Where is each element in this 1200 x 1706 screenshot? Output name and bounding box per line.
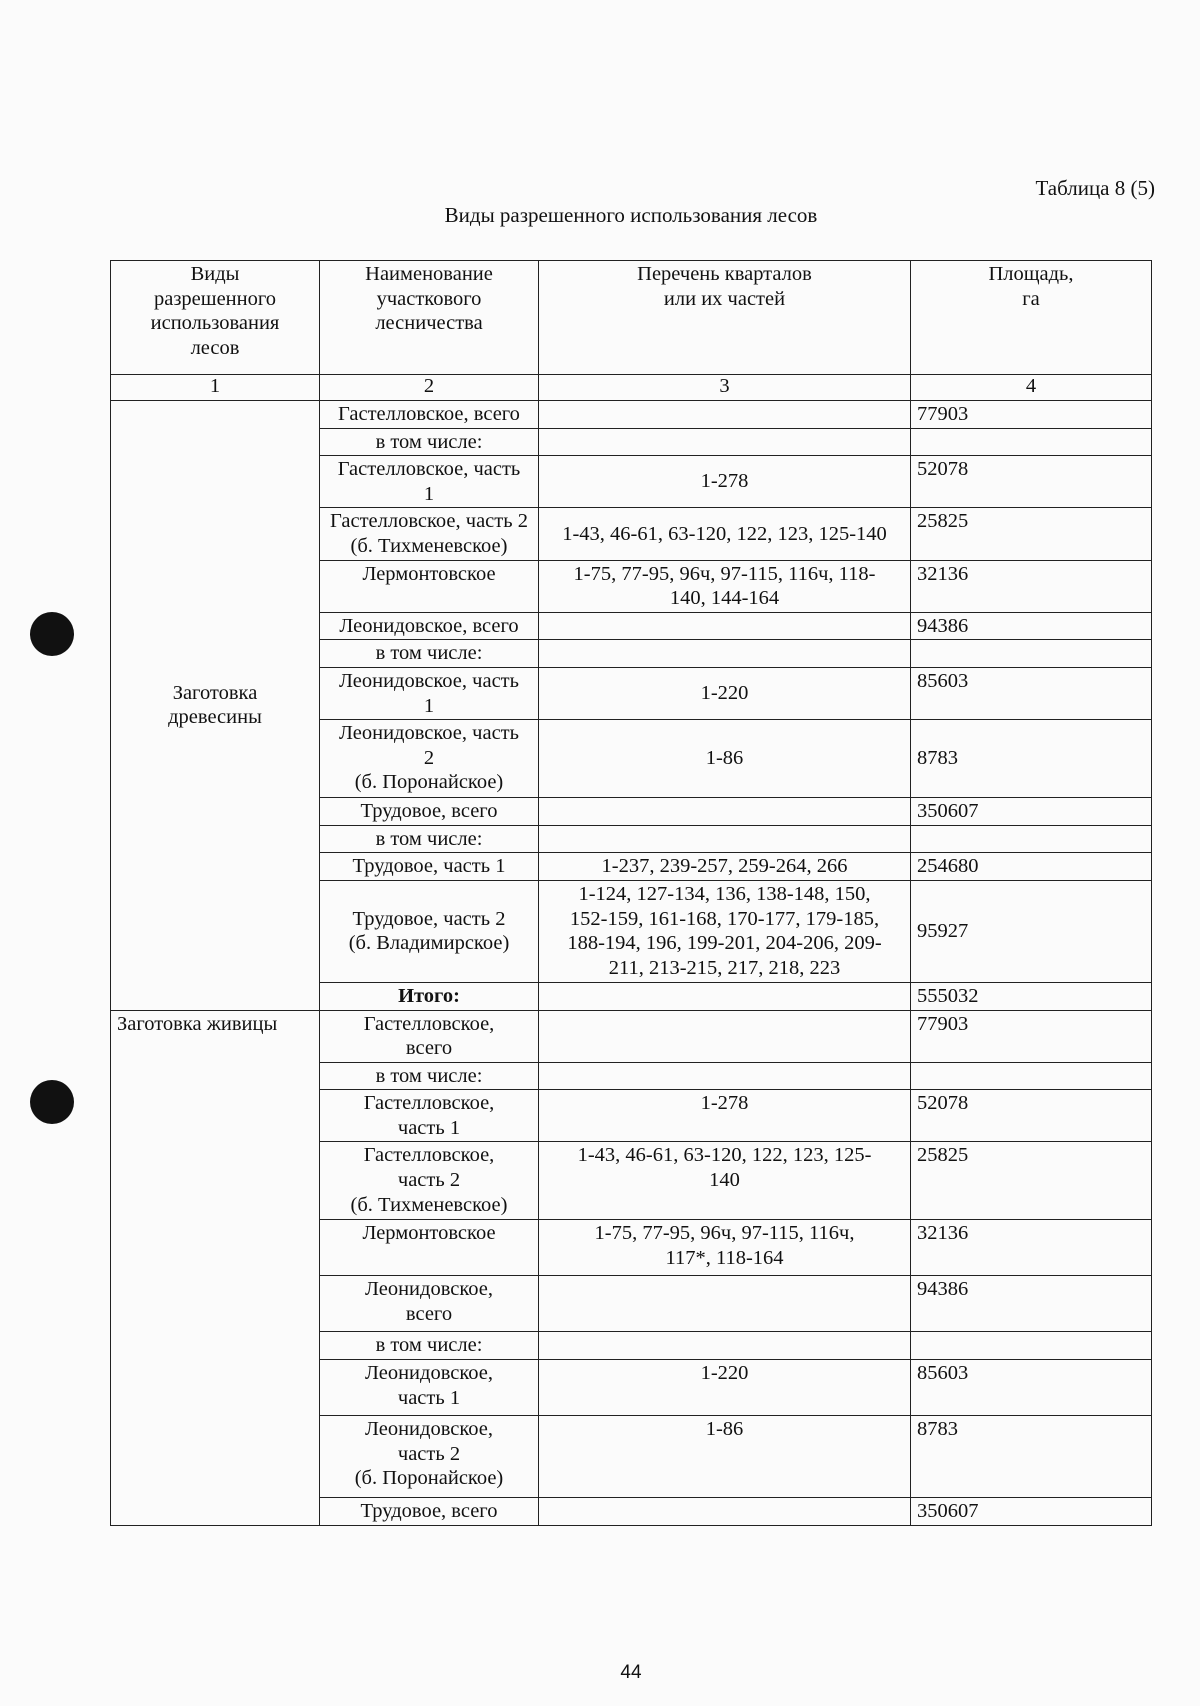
area-value: 350607: [911, 1498, 1152, 1526]
quarters-cell: [539, 1010, 911, 1062]
quarters-cell: 1-278: [539, 456, 911, 508]
area-value: 85603: [911, 667, 1152, 719]
area-value: [911, 428, 1152, 456]
use-type-cell: Заготовка живицы: [111, 1010, 320, 1525]
forestry-name: Гастелловское, часть 1: [320, 456, 539, 508]
forestry-name: Трудовое, всего: [320, 798, 539, 826]
quarters-cell: [539, 825, 911, 853]
forestry-name: Лермонтовское: [320, 560, 539, 612]
area-value: 8783: [911, 1416, 1152, 1498]
document-title: Виды разрешенного использования лесов: [444, 203, 818, 227]
header-use-type: Виды разрешенного использования лесов: [111, 261, 320, 375]
column-number: 2: [320, 375, 539, 401]
forestry-name: Леонидовское, часть 2 (б. Поронайское): [320, 720, 539, 798]
area-value: [911, 1332, 1152, 1360]
quarters-cell: 1-220: [539, 1360, 911, 1416]
header-quarters: Перечень кварталов или их частей: [539, 261, 911, 375]
area-value: 85603: [911, 1360, 1152, 1416]
area-value: [911, 640, 1152, 668]
quarters-cell: [539, 1276, 911, 1332]
forestry-name: Трудовое, всего: [320, 1498, 539, 1526]
area-value: [911, 825, 1152, 853]
page-number: 44: [620, 1662, 642, 1683]
area-value: 32136: [911, 1220, 1152, 1276]
forestry-name: Гастелловское, всего: [320, 1010, 539, 1062]
forestry-name: Леонидовское, часть 1: [320, 667, 539, 719]
area-value: 52078: [911, 1090, 1152, 1142]
quarters-cell: [539, 640, 911, 668]
table-label: Таблица 8 (5): [1035, 176, 1155, 200]
header-area: Площадь, га: [911, 261, 1152, 375]
forestry-name: Гастелловское, часть 2 (б. Тихменевское): [320, 508, 539, 560]
forestry-name: Трудовое, часть 2 (б. Владимирское): [320, 880, 539, 982]
use-type-cell: Заготовка древесины: [111, 401, 320, 1011]
quarters-cell: [539, 1498, 911, 1526]
area-value: 94386: [911, 612, 1152, 640]
punch-hole-upper: [30, 612, 74, 656]
total-area-value: 555032: [911, 982, 1152, 1010]
forestry-name: Лермонтовское: [320, 1220, 539, 1276]
area-value: 77903: [911, 1010, 1152, 1062]
area-value: 52078: [911, 456, 1152, 508]
quarters-cell: 1-237, 239-257, 259-264, 266: [539, 853, 911, 881]
forestry-name: Леонидовское, всего: [320, 612, 539, 640]
forestry-name: Гастелловское, всего: [320, 401, 539, 429]
forestry-name: Гастелловское, часть 1: [320, 1090, 539, 1142]
table-row: [111, 401, 1152, 429]
table-row: [111, 1010, 1152, 1062]
area-value: 8783: [911, 720, 1152, 798]
total-label: Итого:: [320, 982, 539, 1010]
forestry-name: Трудовое, часть 1: [320, 853, 539, 881]
quarters-cell: [539, 401, 911, 429]
punch-hole-lower: [30, 1080, 74, 1124]
quarters-cell: [539, 798, 911, 826]
forestry-name: Леонидовское, всего: [320, 1276, 539, 1332]
area-value: 77903: [911, 401, 1152, 429]
forestry-name: Леонидовское, часть 2 (б. Поронайское): [320, 1416, 539, 1498]
quarters-cell: [539, 1332, 911, 1360]
area-value: [911, 1062, 1152, 1090]
quarters-cell: 1-43, 46-61, 63-120, 122, 123, 125- 140: [539, 1142, 911, 1220]
forestry-name: в том числе:: [320, 640, 539, 668]
area-value: 25825: [911, 508, 1152, 560]
area-value: 32136: [911, 560, 1152, 612]
forestry-name: в том числе:: [320, 1332, 539, 1360]
column-number: 4: [911, 375, 1152, 401]
quarters-cell: 1-124, 127-134, 136, 138-148, 150, 152-159, 161-168, 170-177, 179-185, 188-194, 196, 199-201, 204-206, 209- 211, 213-215, 217, 218, 223: [539, 880, 911, 982]
area-value: 25825: [911, 1142, 1152, 1220]
column-number: 1: [111, 375, 320, 401]
quarters-cell: 1-86: [539, 720, 911, 798]
area-value: 254680: [911, 853, 1152, 881]
area-value: 95927: [911, 880, 1152, 982]
area-value: 94386: [911, 1276, 1152, 1332]
forestry-name: Леонидовское, часть 1: [320, 1360, 539, 1416]
quarters-cell: 1-86: [539, 1416, 911, 1498]
header-row: [111, 261, 1152, 375]
quarters-cell: 1-220: [539, 667, 911, 719]
quarters-cell: 1-43, 46-61, 63-120, 122, 123, 125-140: [539, 508, 911, 560]
forestry-name: в том числе:: [320, 428, 539, 456]
quarters-cell: [539, 612, 911, 640]
forestry-name: Гастелловское, часть 2 (б. Тихменевское): [320, 1142, 539, 1220]
column-number-row: [111, 375, 1152, 401]
forestry-name: в том числе:: [320, 1062, 539, 1090]
column-number: 3: [539, 375, 911, 401]
quarters-cell: [539, 982, 911, 1010]
forestry-name: в том числе:: [320, 825, 539, 853]
quarters-cell: [539, 1062, 911, 1090]
area-value: 350607: [911, 798, 1152, 826]
quarters-cell: 1-75, 77-95, 96ч, 97-115, 116ч, 117*, 118-164: [539, 1220, 911, 1276]
quarters-cell: 1-278: [539, 1090, 911, 1142]
header-forestry-name: Наименование участкового лесничества: [320, 261, 539, 375]
quarters-cell: [539, 428, 911, 456]
quarters-cell: 1-75, 77-95, 96ч, 97-115, 116ч, 118- 140, 144-164: [539, 560, 911, 612]
land-use-table: [110, 260, 1152, 1526]
